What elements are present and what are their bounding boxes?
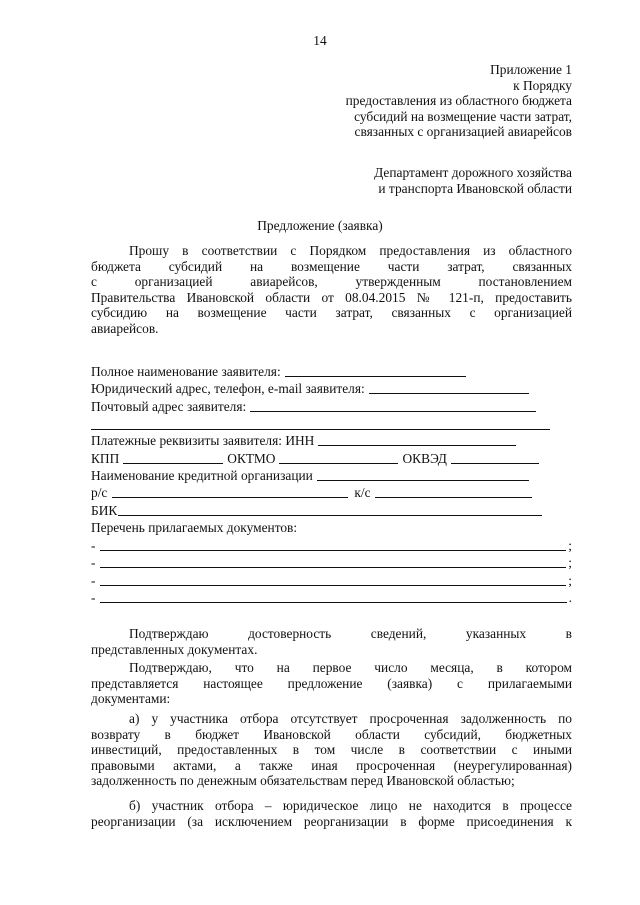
full-name-field[interactable] <box>285 364 466 377</box>
okved-field[interactable] <box>451 451 539 464</box>
intro-line: с организацией авиарейсов, утвержденным постановлением <box>91 274 572 290</box>
item-a-line: возврату в бюджет Ивановской области субсидий, бюджетных <box>91 726 572 742</box>
full-name-label: Полное наименование заявителя: <box>91 364 281 380</box>
kpp-label: КПП <box>91 451 120 467</box>
kpp-field[interactable] <box>123 451 223 464</box>
page-number: 14 <box>313 33 327 48</box>
list-dash: - <box>91 573 96 589</box>
list-end-mark: . <box>568 590 572 606</box>
addressee-line: и транспорта Ивановской области <box>378 180 572 196</box>
appendix-line: к Порядку <box>513 77 572 93</box>
list-dash: - <box>91 555 96 571</box>
document-list-item <box>91 555 572 571</box>
bik-row <box>91 503 542 519</box>
item-b-paragraph <box>91 798 572 829</box>
appendix-line: Приложение 1 <box>490 62 572 77</box>
kpp-oktmo-okved-row <box>91 451 539 467</box>
appendix-header <box>346 62 572 140</box>
intro-paragraph <box>91 243 572 337</box>
bank-name-field[interactable] <box>317 468 529 481</box>
intro-line: Правительства Ивановской области от 08.04.2015 № 121-п, предоставить <box>91 289 572 305</box>
confirm-line: представляется настоящее предложение (заявка) с прилагаемыми <box>91 675 572 691</box>
payment-inn-label: Платежные реквизиты заявителя: ИНН <box>91 433 315 449</box>
oktmo-field[interactable] <box>279 451 398 464</box>
full-name-row <box>91 364 466 380</box>
postal-address-label: Почтовый адрес заявителя: <box>91 399 247 415</box>
document-list-item <box>91 538 572 554</box>
ks-field[interactable] <box>375 485 532 498</box>
confirm-line: Подтверждаю, что на первое число месяца, в котором <box>129 660 572 675</box>
item-a-line: задолженность по денежным обязательствам перед Ивановской областью; <box>91 773 515 789</box>
item-a-paragraph <box>91 711 572 789</box>
document-title: Предложение (заявка) <box>257 218 383 233</box>
postal-address-row <box>91 399 536 415</box>
document-field[interactable] <box>100 573 566 586</box>
list-dash: - <box>91 590 96 606</box>
confirm-line: представленных документах. <box>91 641 258 657</box>
document-field[interactable] <box>100 590 566 603</box>
intro-line: бюджета субсидий на возмещение части затрат, связанных <box>91 258 572 274</box>
addressee-line: Департамент дорожного хозяйства <box>374 165 572 180</box>
list-end-mark: ; <box>568 555 572 571</box>
bank-name-label: Наименование кредитной организации <box>91 468 313 484</box>
documents-label: Перечень прилагаемых документов: <box>91 520 298 536</box>
item-a-line: инвестиций, предоставленных в том числе в соответствии с иными <box>91 742 572 758</box>
oktmo-label: ОКТМО <box>227 451 276 467</box>
ks-label: к/с <box>354 485 371 501</box>
list-end-mark: ; <box>568 538 572 554</box>
documents-header-row <box>91 520 297 536</box>
confirm-line: Подтверждаю достоверность сведений, указанных в <box>129 626 572 641</box>
intro-line: Прошу в соответствии с Порядком предоставления из областного <box>129 243 572 258</box>
rs-label: р/с <box>91 485 108 501</box>
appendix-line: субсидий на возмещение части затрат, <box>354 108 572 124</box>
confirm-date-paragraph <box>91 660 572 707</box>
intro-line: авиарейсов. <box>91 320 159 336</box>
item-a-line: правовыми актами, а также иная просроченная (неурегулированная) <box>91 757 572 773</box>
payment-inn-row <box>91 433 516 449</box>
document-list-item <box>91 573 572 589</box>
appendix-line: связанных с организацией авиарейсов <box>354 124 572 140</box>
accounts-row <box>91 485 532 501</box>
item-b-line: реорганизации (за исключением реорганизации в форме присоединения к <box>91 813 572 829</box>
legal-address-field[interactable] <box>369 381 529 394</box>
inn-field[interactable] <box>318 433 516 446</box>
rs-field[interactable] <box>112 485 348 498</box>
item-a-line: а) у участника отбора отсутствует просроченная задолженность по <box>129 711 572 726</box>
okved-label: ОКВЭД <box>402 451 447 467</box>
appendix-line: предоставления из областного бюджета <box>345 93 572 109</box>
document-field[interactable] <box>100 538 566 551</box>
confirm-accuracy-paragraph <box>91 626 572 657</box>
postal-address-continuation-field[interactable] <box>91 429 550 430</box>
postal-address-field[interactable] <box>250 399 536 412</box>
document-list-item <box>91 590 572 606</box>
bik-field[interactable] <box>118 503 542 516</box>
list-dash: - <box>91 538 96 554</box>
intro-line: субсидию на возмещение части затрат, связанных с организацией <box>91 305 572 321</box>
item-b-line: б) участник отбора – юридическое лицо не находится в процессе <box>129 798 572 813</box>
legal-address-row <box>91 381 529 397</box>
document-field[interactable] <box>100 555 566 568</box>
confirm-line: документами: <box>91 691 171 707</box>
list-end-mark: ; <box>568 573 572 589</box>
addressee-block <box>374 165 572 196</box>
legal-address-label: Юридический адрес, телефон, e-mail заявителя: <box>91 381 365 397</box>
bik-label: БИК <box>91 503 118 519</box>
bank-name-row <box>91 468 529 484</box>
